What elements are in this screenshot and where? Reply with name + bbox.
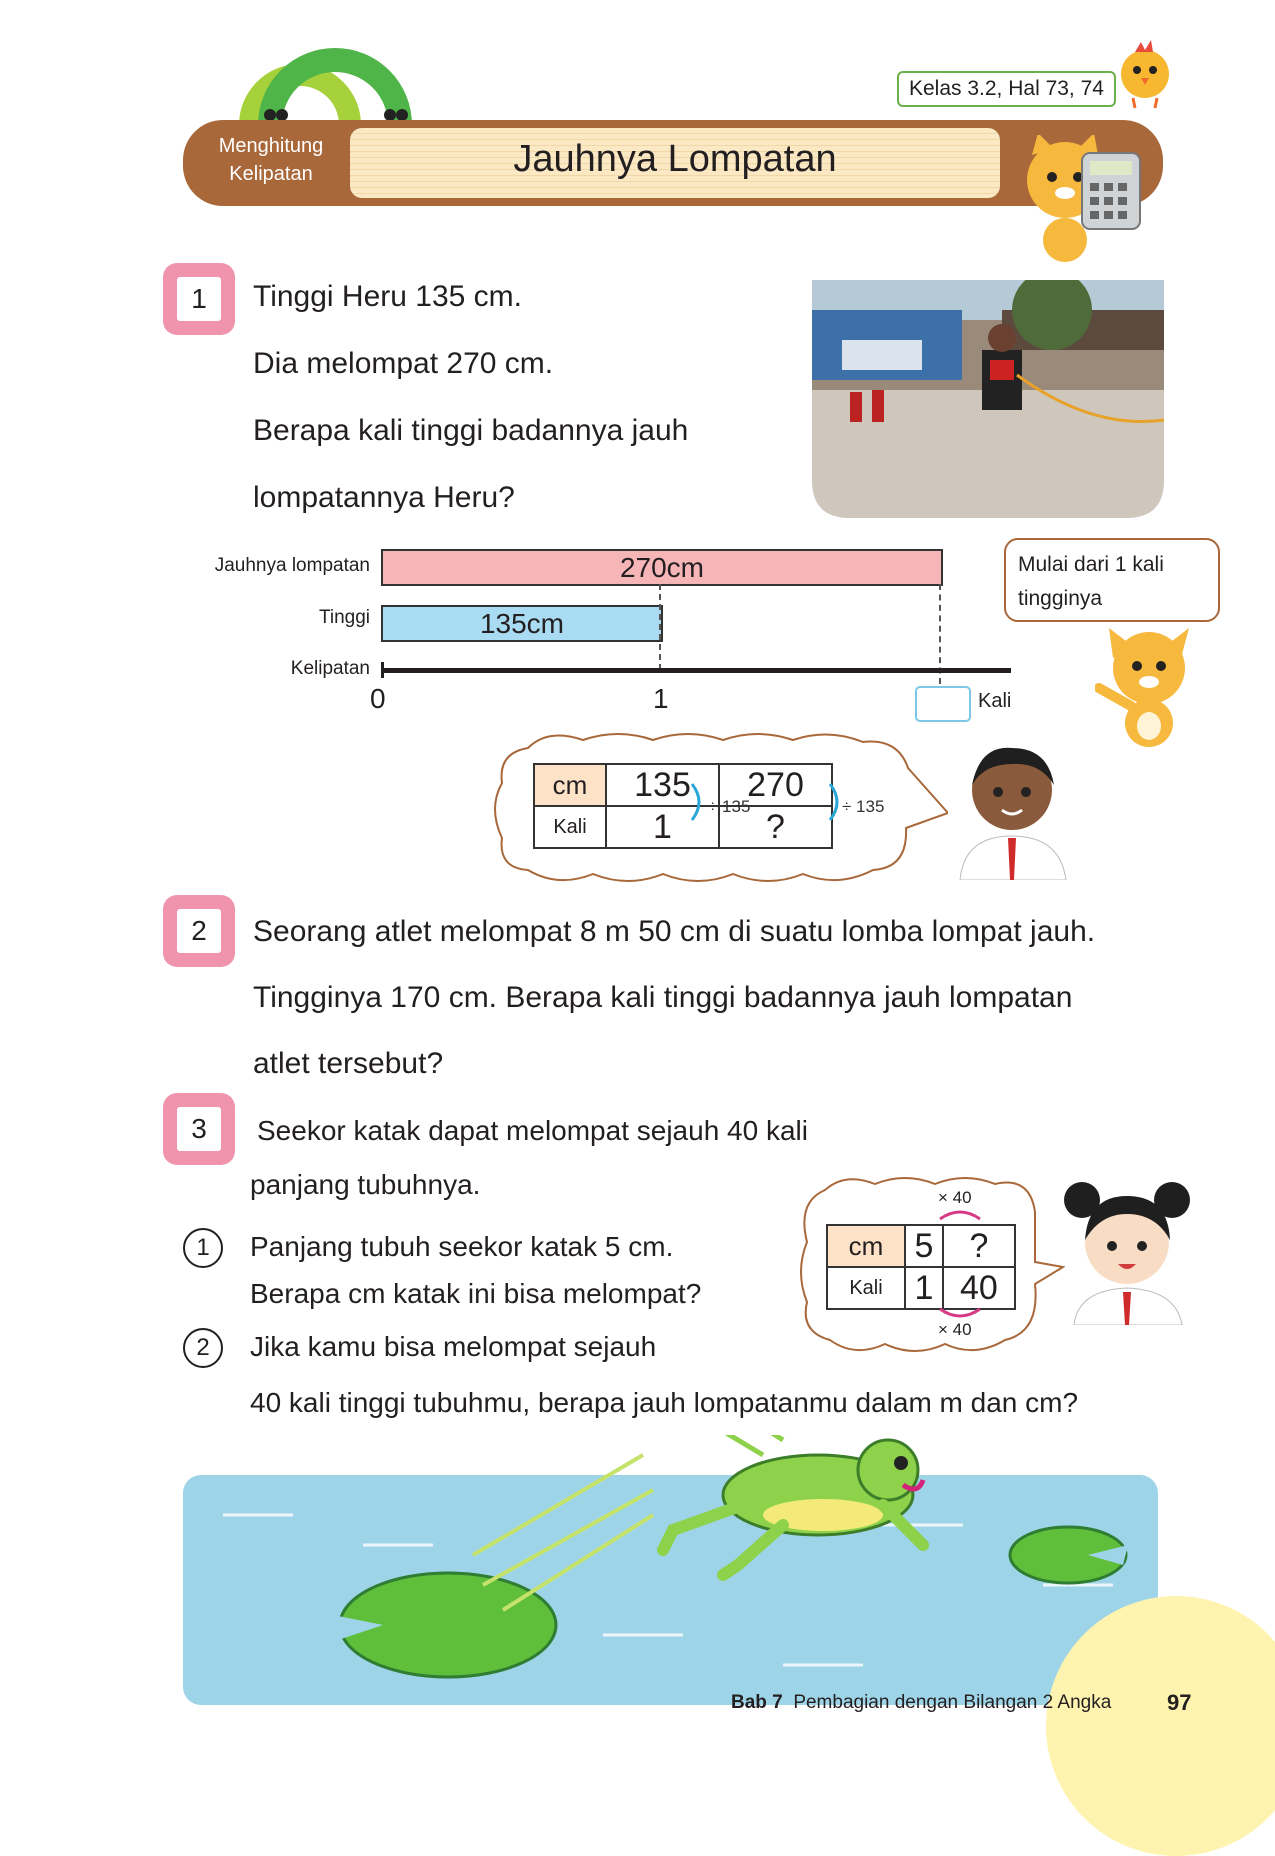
footer-chapter: Bab 7 Pembagian dengan Bilangan 2 Angka xyxy=(731,1692,1112,1713)
cat-mascot xyxy=(1095,618,1205,753)
subproblem-1-marker: 1 xyxy=(183,1228,223,1268)
label-height: Tinggi xyxy=(318,607,370,628)
guide-line-1 xyxy=(659,584,661,670)
unit-cm-2: cm xyxy=(827,1225,905,1267)
multiple-axis xyxy=(381,668,1011,673)
problem-2-marker: 2 xyxy=(163,895,235,967)
label-multiple: Kelipatan xyxy=(290,658,370,679)
multiply-operator-bottom: × 40 xyxy=(938,1320,972,1339)
kali-value-frog-1: 1 xyxy=(905,1267,943,1309)
topic-label: Menghitung Kelipatan xyxy=(218,135,324,185)
label-jump-distance: Jauhnya lompatan xyxy=(214,555,370,576)
division-arrows xyxy=(688,780,848,830)
cat-calculator-mascot xyxy=(1020,135,1150,265)
jumping-photo xyxy=(812,280,1164,518)
problem-1-text: Tinggi Heru 135 cm. Dia melompat 270 cm. Berapa kali tinggi badannya jauh lompatannya Heru? xyxy=(253,280,689,514)
subproblem-1-line-1: Panjang tubuh seekor katak 5 cm. xyxy=(250,1231,674,1262)
subproblem-2-line-1: Jika kamu bisa melompat sejauh xyxy=(250,1331,657,1362)
bar-height: 135cm xyxy=(381,605,663,642)
kali-value-2: ? xyxy=(719,806,832,848)
problem-3-marker: 3 xyxy=(163,1093,235,1165)
unit-kali: Kali xyxy=(534,806,606,848)
cm-value-1: 135 xyxy=(606,764,719,806)
multiply-arrows xyxy=(930,1205,1010,1325)
chick-mascot xyxy=(1115,38,1175,110)
problem-2-text: Seorang atlet melompat 8 m 50 cm di suatu lomba lompat jauh. Tingginya 170 cm. Berapa kali tinggi badannya jauh lompatan atlet tersebut? xyxy=(253,915,1096,1080)
cm-value-frog: 5 xyxy=(905,1225,943,1267)
girl-character xyxy=(1060,1170,1195,1325)
page-title: Jauhnya Lompatan xyxy=(513,138,837,180)
page-number: 97 xyxy=(1167,1690,1192,1715)
cm-value-unknown: ? xyxy=(943,1225,1015,1267)
subproblem-2-line-2: 40 kali tinggi tubuhmu, berapa jauh lompatanmu dalam m dan cm? xyxy=(250,1387,1079,1418)
problem-3-intro-2: panjang tubuhnya. xyxy=(250,1169,481,1200)
unit-cm: cm xyxy=(534,764,606,806)
kali-label: Kali xyxy=(978,690,1012,712)
unit-kali-2: Kali xyxy=(827,1267,905,1309)
answer-box[interactable] xyxy=(915,686,971,722)
subproblem-1-line-2: Berapa cm katak ini bisa melompat? xyxy=(250,1278,702,1309)
problem-3-intro-1: Seekor katak dapat melompat sejauh 40 kali xyxy=(257,1115,808,1146)
multiply-operator-top: × 40 xyxy=(938,1188,972,1207)
cm-value-2: 270 xyxy=(719,764,832,806)
subproblem-2-marker: 2 xyxy=(183,1328,223,1368)
hint-speech-bubble: Mulai dari 1 kali tingginya xyxy=(1004,538,1220,622)
kali-value-1: 1 xyxy=(606,806,719,848)
reference-badge: Kelas 3.2, Hal 73, 74 xyxy=(897,71,1116,107)
axis-tick-0 xyxy=(381,662,384,678)
caterpillar-decoration xyxy=(200,35,420,130)
problem-1-marker: 1 xyxy=(163,263,235,335)
frog-pond-illustration xyxy=(183,1435,1158,1705)
division-operator-inner: ÷ 135 xyxy=(708,797,751,816)
kali-value-frog-40: 40 xyxy=(943,1267,1015,1309)
tick-label-0: 0 xyxy=(370,683,386,714)
division-operator-outer: ÷ 135 xyxy=(842,797,885,816)
boy-character xyxy=(950,740,1080,880)
tick-label-1: 1 xyxy=(653,683,669,714)
bar-jump: 270cm xyxy=(381,549,943,586)
